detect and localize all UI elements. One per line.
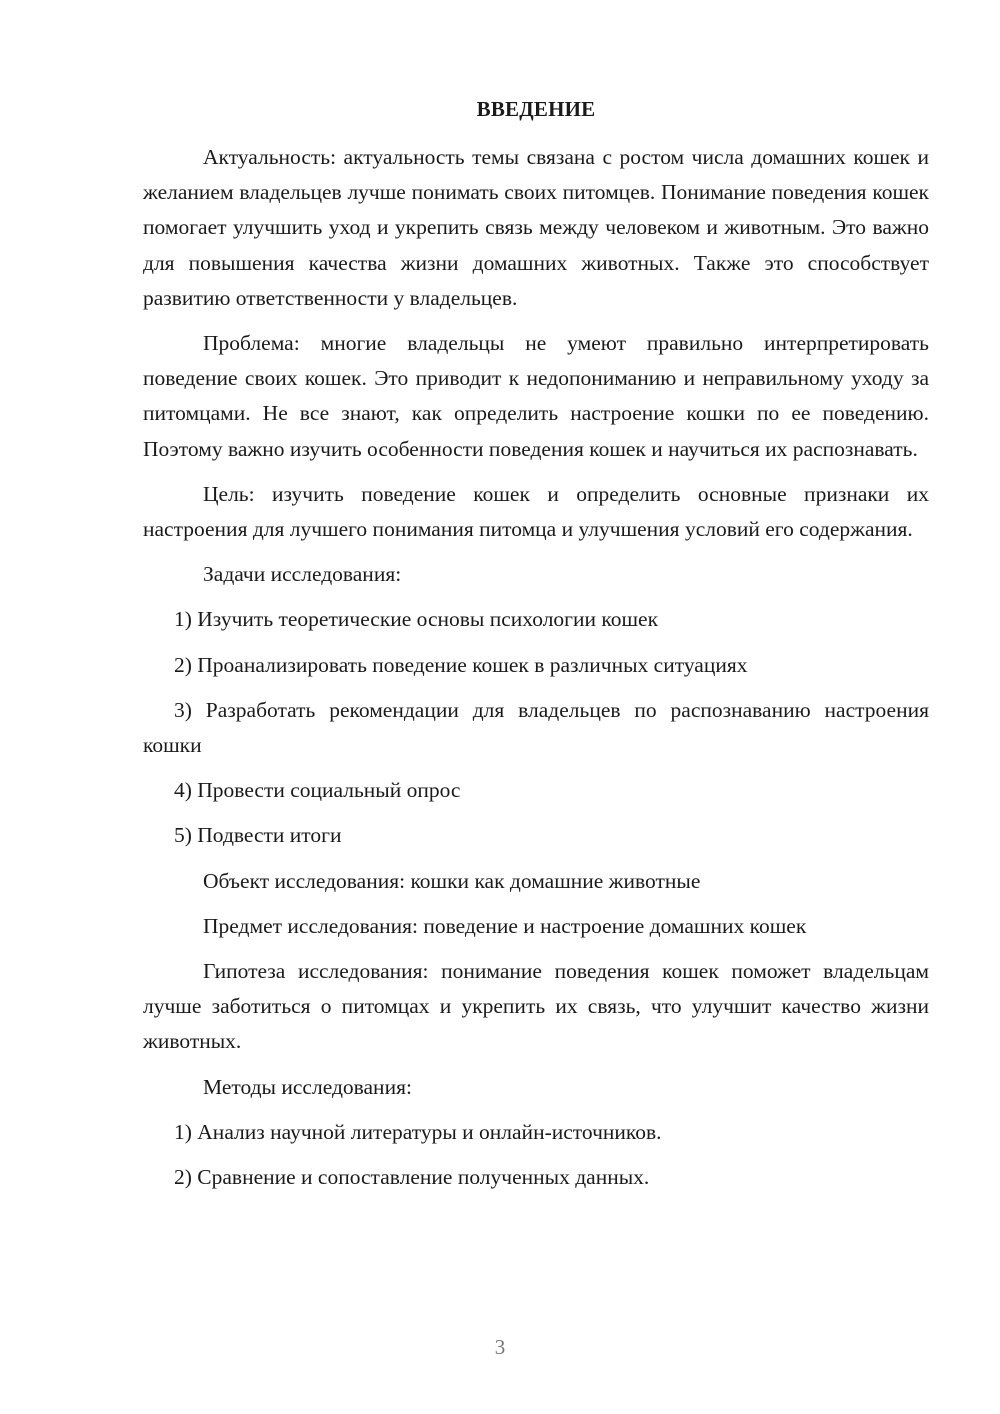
relevance-paragraph: Актуальность: актуальность темы связана с ростом числа домашних кошек и желанием владельцев лучше понимать своих питомцев. Понимание поведения кошек помогает улучшить уход и укрепить связь между человеком и животным. Это важно для повышения качества жизни домашних животных. Также это способствует развитию ответственности у владельцев. [143, 145, 929, 310]
task-item: 5) Подвести итоги [174, 823, 342, 848]
problem-paragraph: Проблема: многие владельцы не умеют правильно интерпретировать поведение своих кошек. Это приводит к недопониманию и неправильному уходу за питомцами. Не все знают, как определить настроение кошки по ее поведению. Поэтому важно изучить особенности поведения кошек и научиться их распознавать. [143, 331, 929, 461]
object-paragraph: Объект исследования: кошки как домашние животные [203, 868, 701, 893]
task-item: 1) Изучить теоретические основы психологии кошек [174, 607, 659, 632]
methods-list [143, 1115, 929, 1195]
task-item: 4) Провести социальный опрос [174, 778, 461, 803]
goal-paragraph: Цель: изучить поведение кошек и определить основные признаки их настроения для лучшего понимания питомца и улучшения условий его содержания. [143, 481, 929, 542]
tasks-heading: Задачи исследования: [203, 562, 402, 587]
document-page [143, 94, 929, 1205]
task-item: 3) Разработать рекомендации для владельцев по распознаванию настроения кошки [143, 697, 929, 758]
method-item: 1) Анализ научной литературы и онлайн-источников. [174, 1119, 662, 1144]
page-number: 3 [494, 1335, 506, 1359]
hypothesis-paragraph: Гипотеза исследования: понимание поведения кошек поможет владельцам лучше заботиться о питомцах и укрепить их связь, что улучшит качество жизни животных. [143, 959, 929, 1054]
tasks-list [143, 602, 929, 853]
section-title: ВВЕДЕНИЕ [476, 97, 596, 121]
subject-paragraph: Предмет исследования: поведение и настроение домашних кошек [203, 913, 807, 938]
methods-heading: Методы исследования: [203, 1074, 412, 1099]
method-item: 2) Сравнение и сопоставление полученных данных. [174, 1165, 650, 1190]
task-item: 2) Проанализировать поведение кошек в различных ситуациях [174, 652, 748, 677]
